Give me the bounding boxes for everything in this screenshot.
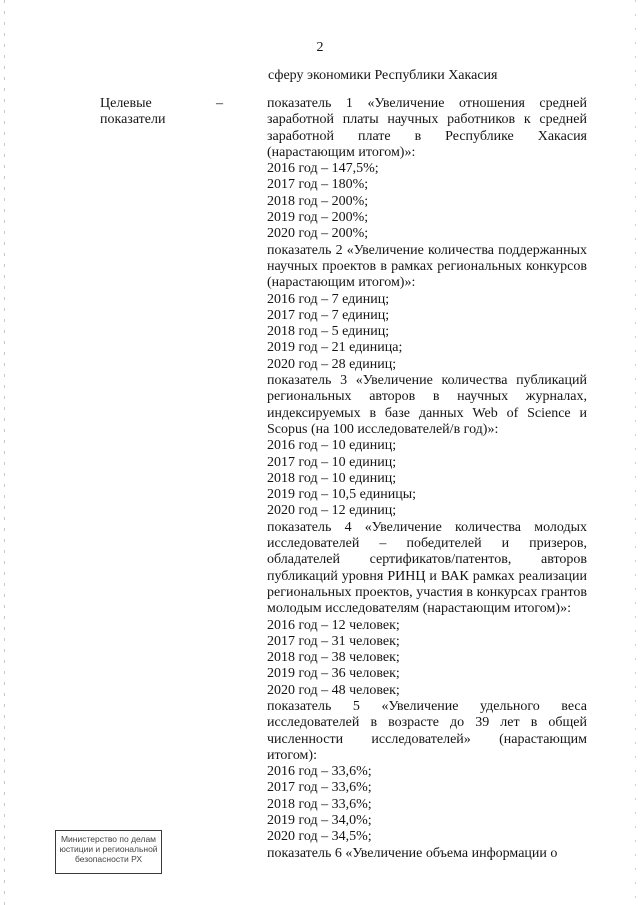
indicator-title: показатель 4 «Увеличение количества молодых исследователей – победителей и призеров, обладателей сертификатов/патентов, авторов публикаций уровня РИНЦ и ВАК рамках реализации региональных проектов, участия в конкурсах грантов молодым исследователям (нарастающим итогом)»:: [267, 519, 587, 617]
indicator-year-value: 2016 год – 33,6%;: [267, 764, 372, 780]
indicator-title: показатель 1 «Увеличение отношения средней заработной платы научных работников к средней заработной плате в Республике Хакасия (нарастающим итогом)»:: [267, 96, 587, 160]
indicator-title: показатель 2 «Увеличение количества поддержанных научных проектов в рамках региональных конкурсов (нарастающим итогом)»:: [267, 242, 587, 291]
indicator-year-value: 2020 год – 34,5%;: [267, 829, 372, 845]
indicator-year-value: 2018 год – 200%;: [267, 193, 369, 209]
indicator-block: [267, 243, 587, 373]
indicator-block: [267, 373, 587, 520]
stamp-line: Министерство по делам: [60, 834, 157, 844]
indicator-block: [267, 520, 587, 699]
indicator-year-value: 2017 год – 10 единиц;: [267, 454, 397, 470]
stamp-line: юстиции и региональной: [59, 844, 158, 854]
indicator-year-value: 2016 год – 10 единиц;: [267, 438, 397, 454]
indicator-year-value: 2017 год – 33,6%;: [267, 780, 372, 796]
indicator-block: [267, 846, 587, 862]
indicator-year-value: 2017 год – 180%;: [267, 177, 369, 193]
scan-edge-right: [635, 0, 636, 905]
page-number: 2: [316, 40, 324, 55]
indicator-title: показатель 6 «Увеличение объема информации о: [267, 845, 558, 861]
label-dash: –: [216, 96, 223, 111]
indicator-year-value: 2020 год – 200%;: [267, 226, 369, 242]
indicator-year-value: 2019 год – 34,0%;: [267, 813, 372, 829]
ministry-stamp: [55, 830, 162, 874]
section-label: Целевые показатели: [100, 96, 166, 127]
indicator-title: показатель 3 «Увеличение количества публикаций региональных авторов в научных журналах, индексируемых в базе данных Web of Science и Scopus (на 100 исследователей/в год)»:: [267, 373, 587, 437]
indicator-year-value: 2020 год – 28 единиц;: [267, 356, 397, 372]
indicator-year-value: 2017 год – 31 человек;: [267, 633, 400, 649]
indicator-title: показатель 5 «Увеличение удельного веса исследователей в возрасте до 39 лет в общей численности исследователей» (нарастающим итогом):: [267, 698, 587, 763]
indicator-year-value: 2016 год – 7 единиц;: [267, 291, 390, 307]
indicator-year-value: 2018 год – 5 единиц;: [267, 324, 390, 340]
indicator-year-value: 2020 год – 12 единиц;: [267, 503, 397, 519]
indicator-year-value: 2018 год – 33,6%;: [267, 796, 372, 812]
indicator-year-value: 2020 год – 48 человек;: [267, 682, 400, 698]
continuation-text: сферу экономики Республики Хакасия: [268, 68, 498, 83]
indicator-year-value: 2019 год – 10,5 единицы;: [267, 487, 417, 503]
indicator-year-value: 2017 год – 7 единиц;: [267, 307, 390, 323]
indicator-year-value: 2016 год – 12 человек;: [267, 617, 400, 633]
indicator-year-value: 2018 год – 10 единиц;: [267, 470, 397, 486]
indicator-year-value: 2019 год – 21 единица;: [267, 340, 403, 356]
indicator-block: [267, 96, 587, 243]
indicator-year-value: 2016 год – 147,5%;: [267, 161, 379, 177]
scan-edge-left: [4, 0, 5, 905]
indicator-year-value: 2018 год – 38 человек;: [267, 650, 400, 666]
indicator-year-value: 2019 год – 200%;: [267, 210, 369, 226]
indicators-list: [267, 96, 587, 862]
indicator-block: [267, 699, 587, 846]
indicator-year-value: 2019 год – 36 человек;: [267, 666, 400, 682]
stamp-line: безопасности РХ: [74, 854, 143, 864]
